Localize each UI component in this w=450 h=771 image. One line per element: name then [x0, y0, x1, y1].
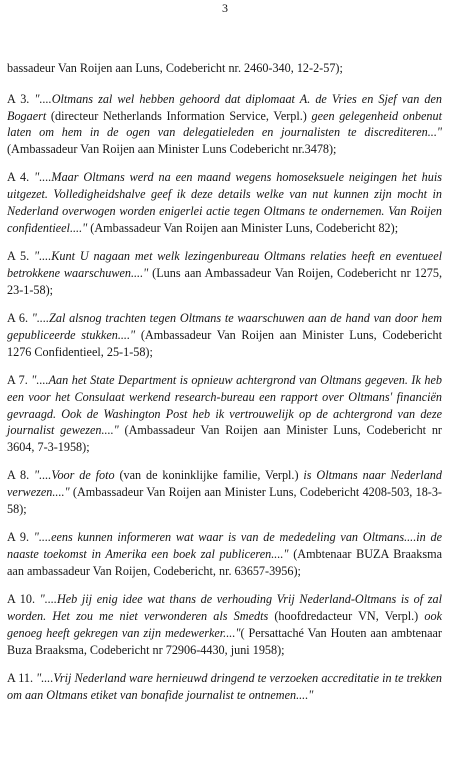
entry-text: (Ambassadeur Van Roijen aan Minister Luns, Codebericht nr 3604, 7-3-1958);	[7, 423, 442, 455]
quoted-text: "....eens kunnen informeren wat waar is van de mededeling van Oltmans....in de naaste toekomst in Amerika een boek zal publiceren...."	[7, 530, 442, 562]
quoted-text: "....Heb jij enig idee wat thans de verhouding Vrij Nederland-Oltmans is of zal worden. Het zou me niet verwonderen als Smedts	[7, 592, 442, 624]
entry-text: (Ambassadeur Van Roijen aan Minister Luns, Codebericht 82);	[87, 220, 399, 235]
archive-entry	[7, 372, 442, 456]
entry-text: A 9.	[7, 530, 34, 545]
archive-entry	[7, 670, 442, 704]
archive-entry	[7, 169, 442, 236]
entry-text: A 6.	[7, 311, 32, 326]
quoted-text: "....Zal alsnog trachten tegen Oltmans te waarschuwen aan de hand van door hem gepubliceerde stukken...."	[7, 311, 442, 342]
entry-text: (Ambtenaar BUZA Braaksma aan ambassadeur Van Roijen, Codebericht, nr. 63657-3956);	[7, 547, 442, 578]
entry-text: (Ambassadeur Van Roijen aan Minister Luns, Codebericht 4208-503, 18-3-58);	[7, 485, 442, 517]
entry-text: A 4.	[7, 170, 35, 185]
entry-text: A 11.	[7, 670, 37, 685]
entry-text: (Ambassadeur Van Roijen aan Minister Luns Codebericht nr.3478);	[7, 142, 337, 157]
quoted-text: "....Voor de foto	[34, 468, 115, 483]
quoted-text: "....Aan het State Department is opnieuw achtergrond van Oltmans gegeven. Ik heb een voor het Consulaat werkend research-bureau een rapport over Oltmans' financiën gevraagd. Ook de Washington Post heb ik vertrouwelijk op de achtergrond van deze journalist gewezen...."	[7, 372, 442, 438]
document-body	[7, 60, 442, 715]
quoted-text: ook genoeg heeft gekregen van zijn medewerker...."	[7, 609, 442, 640]
quoted-text: "....Oltmans zal wel hebben gehoord dat diplomaat A. de Vries en Sjef van den Bogaert	[7, 91, 442, 123]
entry-text: ( Persattaché Van Houten aan ambtenaar Buza Braaksma, Codebericht nr 72906-4430, juni 1958);	[7, 625, 442, 657]
archive-entry	[7, 529, 442, 579]
entry-text: (directeur Netherlands Information Service, Verpl.)	[46, 108, 312, 123]
entry-text: (Luns aan Ambassadeur Van Roijen, Codebericht nr 1275, 23-1-58);	[7, 265, 443, 297]
archive-entry	[7, 467, 442, 517]
continued-paragraph	[7, 60, 442, 77]
entry-text: (Ambassadeur Van Roijen aan Minister Luns, Codebericht 1276 Confidentieel, 25-1-58);	[7, 327, 442, 359]
entry-text: A 3.	[7, 91, 35, 106]
entry-text: A 8.	[7, 468, 35, 483]
quoted-text: "....Vrij Nederland ware hernieuwd dringend te verzoeken accreditatie in te trekken om aan Oltmans etiket van bonafide journalist te ontnemen...."	[7, 670, 442, 702]
page-number: 3	[222, 1, 228, 15]
entry-text: A 5.	[7, 249, 34, 264]
archive-entry	[7, 310, 442, 360]
quoted-text: "....Maar Oltmans werd na een maand wegens homoseksuele neigingen het huis uitgezet. Volledigheidshalve geef ik deze details welke van nut kunnen zijn mocht in Nederland overwogen worden enigerlei actie tegen Oltmans te ondernemen. Van Roijen confidentieel...."	[7, 170, 442, 235]
quoted-text: "....Kunt U nagaan met welk lezingenbureau Oltmans relaties heeft en eventueel betrokkene waarschuwen...."	[7, 249, 442, 280]
quoted-text: geen gelegenheid onbenut laten om hem in de ogen van delegatieleden en journalisten te discrediteren..."	[7, 108, 442, 140]
entry-text: A 7.	[7, 372, 32, 387]
archive-entry	[7, 591, 442, 658]
archive-entry	[7, 91, 442, 158]
entry-text: (van de koninklijke familie, Verpl.)	[114, 468, 304, 483]
entry-text: A 10.	[7, 592, 40, 607]
quoted-text: is Oltmans naar Nederland verwezen...."	[7, 468, 442, 500]
archive-entry	[7, 248, 442, 298]
entry-text: bassadeur Van Roijen aan Luns, Codebericht nr. 2460-340, 12-2-57);	[7, 61, 343, 75]
entry-text: (hoofdredacteur VN, Verpl.)	[268, 609, 425, 624]
